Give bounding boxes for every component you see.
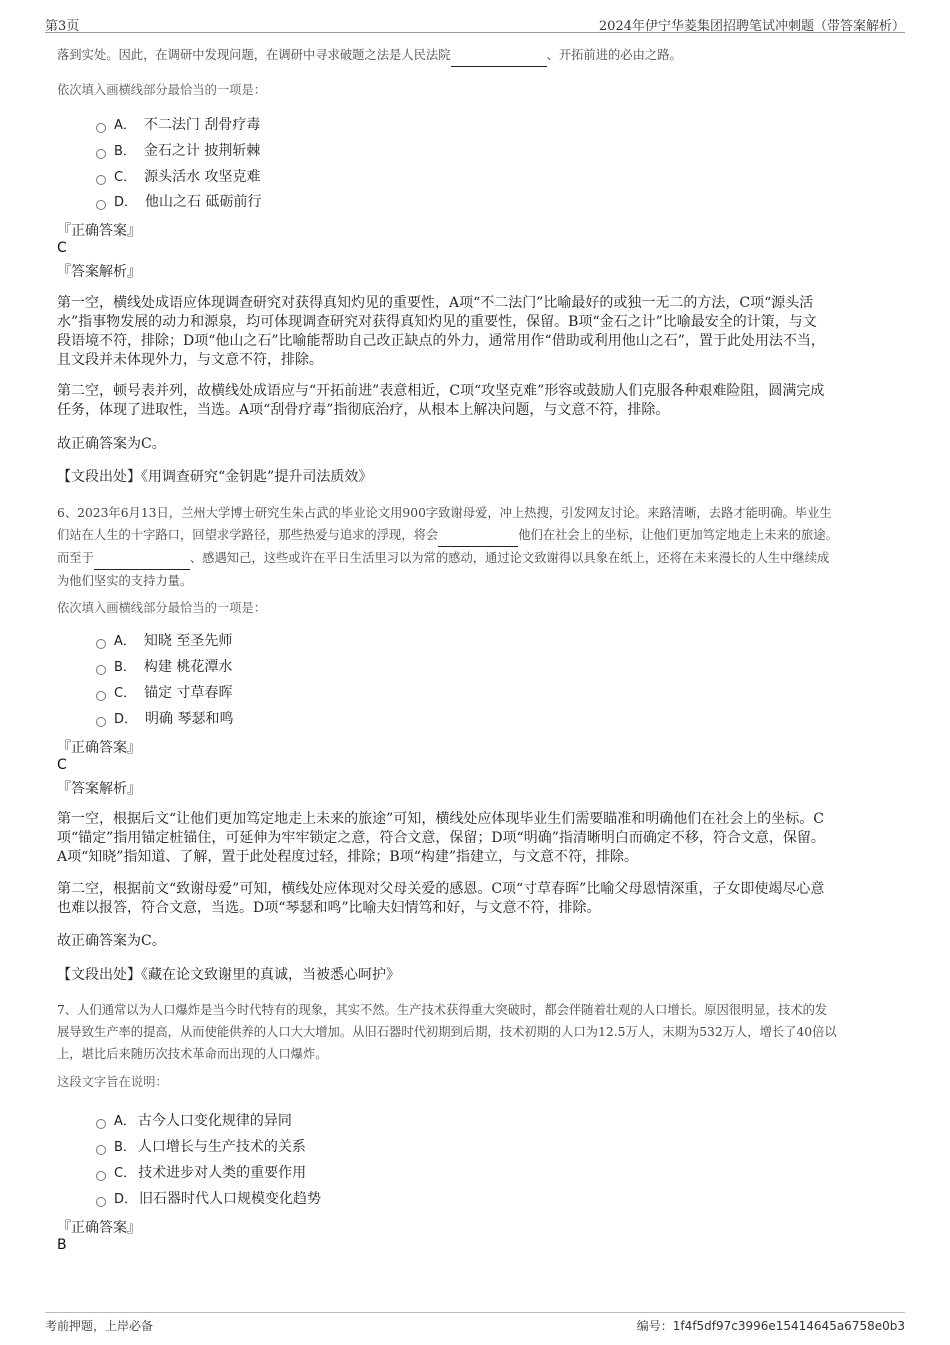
q5-blank — [451, 44, 547, 67]
radio-icon[interactable] — [96, 1145, 106, 1155]
q5-explanation-2: 第二空，顿号表并列，故横线处成语应与“开拓前进”表意相近，C项“攻坚克难”形容或鼓励人们克服各种艰难险阻，圆满完成 任务，体现了进取性，当选。A项“刮骨疗毒”指彻底治疗，从根本上解决问题，与文意不符，排除。 — [57, 383, 825, 418]
radio-icon[interactable] — [96, 175, 106, 185]
q5-answer-label: 『正确答案』 — [57, 223, 141, 239]
footer-slogan: 考前押题，上岸必备 — [45, 1319, 154, 1333]
q5-option-a[interactable]: A． 不二法门 刮骨疗毒 — [96, 114, 260, 136]
radio-icon[interactable] — [96, 149, 106, 159]
q7-prompt: 这段文字旨在说明： — [57, 1075, 168, 1089]
page-footer — [45, 1312, 905, 1335]
q6-stem: 6、2023年6月13日，兰州大学博士研究生朱占武的毕业论文用900字致谢母爱，冲上热搜，引发网友讨论。来路清晰，去路才能明确。毕业生 们站在人生的十字路口，回望求学路径，那些热爱与追求的浮现，将会 他们在社会上的坐标，让他们更加笃定地走上未来的旅途。 而至于 、感遇知己，这些或许在平日生活里习以为常的感动，通过论文致谢得以具象在纸上，还将在未来漫长的人生中继续成 为他们坚实的支持力量。 — [57, 506, 838, 588]
q5-analysis-label: 『答案解析』 — [57, 264, 141, 280]
q6-answer-label: 『正确答案』 — [57, 740, 141, 756]
q6-blank-2 — [94, 547, 190, 570]
q5-option-b[interactable]: B． 金石之计 披荆斩棘 — [96, 140, 260, 162]
page-number: 第3页 — [45, 19, 80, 34]
q7-option-c[interactable]: C． 技术进步对人类的重要作用 — [96, 1162, 306, 1184]
page-header — [45, 12, 905, 33]
q6-prompt: 依次填入画横线部分最恰当的一项是： — [57, 601, 267, 615]
q7-option-b[interactable]: B． 人口增长与生产技术的关系 — [96, 1136, 306, 1158]
q7-option-a[interactable]: A． 古今人口变化规律的异同 — [96, 1110, 292, 1132]
radio-icon[interactable] — [96, 123, 106, 133]
q7-answer-label: 『正确答案』 — [57, 1220, 141, 1236]
q5-stem: 落到实处。因此，在调研中发现问题，在调研中寻求破题之法是人民法院 、开拓前进的必由之路。 — [57, 44, 682, 67]
q5-explanation-1: 第一空，横线处成语应体现调查研究对获得真知灼见的重要性，A项“不二法门”比喻最好的或独一无二的方法，C项“源头活 水”指事物发展的动力和源泉，均可体现调查研究对获得真知灼见的重要性，保留。B项“金石之计”比喻最安全的计策，与文 段语境不符，排除；D项“他山之石”比喻能帮助自己改正缺点的外力，通常用作“借助或利用他山之石”，置于此处用法不当， 且文段并未体现外力，与文意不符，排除。 — [57, 295, 825, 368]
q5-option-c[interactable]: C． 源头活水 攻坚克难 — [96, 166, 261, 188]
radio-icon[interactable] — [96, 1197, 106, 1207]
q6-conclusion: 故正确答案为C。 — [57, 933, 166, 949]
radio-icon[interactable] — [96, 691, 106, 701]
q5-answer: C — [57, 240, 67, 256]
q6-explanation-1: 第一空，根据后文“让他们更加笃定地走上未来的旅途”可知，横线处应体现毕业生们需要瞄准和明确他们在社会上的坐标。C 项“锚定”指用锚定桩锚住，可延伸为牢牢锁定之意，符合文意，保留；D项“明确”指清晰明白而确定不移，符合文意，保留。 A项“知晓”指知道、了解，置于此处程度过轻，排除；B项“构建”指建立，与文意不符，排除。 — [57, 811, 825, 865]
radio-icon[interactable] — [96, 665, 106, 675]
q6-explanation-2: 第二空，根据前文“致谢母爱”可知，横线处应体现对父母关爱的感恩。C项“寸草春晖”比喻父母恩情深重，子女即使竭尽心意 也难以报答，符合文意，当选。D项“琴瑟和鸣”比喻夫妇情笃和好，与文意不符，排除。 — [57, 881, 825, 916]
q6-option-d[interactable]: D． 明确 琴瑟和鸣 — [96, 708, 233, 730]
radio-icon[interactable] — [96, 1119, 106, 1129]
radio-icon[interactable] — [96, 1171, 106, 1181]
q5-source: 【文段出处】《用调查研究“金钥匙”提升司法质效》 — [57, 469, 373, 485]
q6-answer: C — [57, 757, 67, 773]
q7-stem: 7、人们通常以为人口爆炸是当今时代特有的现象，其实不然。生产技术获得重大突破时，都会伴随着壮观的人口增长。原因很明显，技术的发 展导致生产率的提高，从而使能供养的人口大大增加。从旧石器时代初期到后期，技术初期的人口为12.5万人，末期为532万人，增长了40倍以 上，堪比后来随历次技术革命而出现的人口爆炸。 — [57, 1003, 837, 1061]
q5-conclusion: 故正确答案为C。 — [57, 436, 166, 452]
radio-icon[interactable] — [96, 200, 106, 210]
q6-analysis-label: 『答案解析』 — [57, 781, 141, 797]
q5-prompt: 依次填入画横线部分最恰当的一项是： — [57, 83, 267, 97]
radio-icon[interactable] — [96, 717, 106, 727]
q6-option-b[interactable]: B． 构建 桃花潭水 — [96, 656, 232, 678]
q7-option-d[interactable]: D． 旧石器时代人口规模变化趋势 — [96, 1188, 321, 1210]
document-title: 2024年伊宁华菱集团招聘笔试冲刺题（带答案解析） — [598, 19, 905, 34]
document-code: 编号：1f4f5df97c3996e15414645a6758e0b3 — [636, 1319, 905, 1333]
q5-option-d[interactable]: D． 他山之石 砥砺前行 — [96, 191, 261, 213]
q7-answer: B — [57, 1237, 67, 1253]
q6-source: 【文段出处】《藏在论文致谢里的真诚，当被悉心呵护》 — [57, 967, 400, 983]
q6-option-a[interactable]: A． 知晓 至圣先师 — [96, 630, 232, 652]
q6-option-c[interactable]: C． 锚定 寸草春晖 — [96, 682, 233, 704]
q6-blank-1 — [438, 524, 518, 547]
radio-icon[interactable] — [96, 639, 106, 649]
